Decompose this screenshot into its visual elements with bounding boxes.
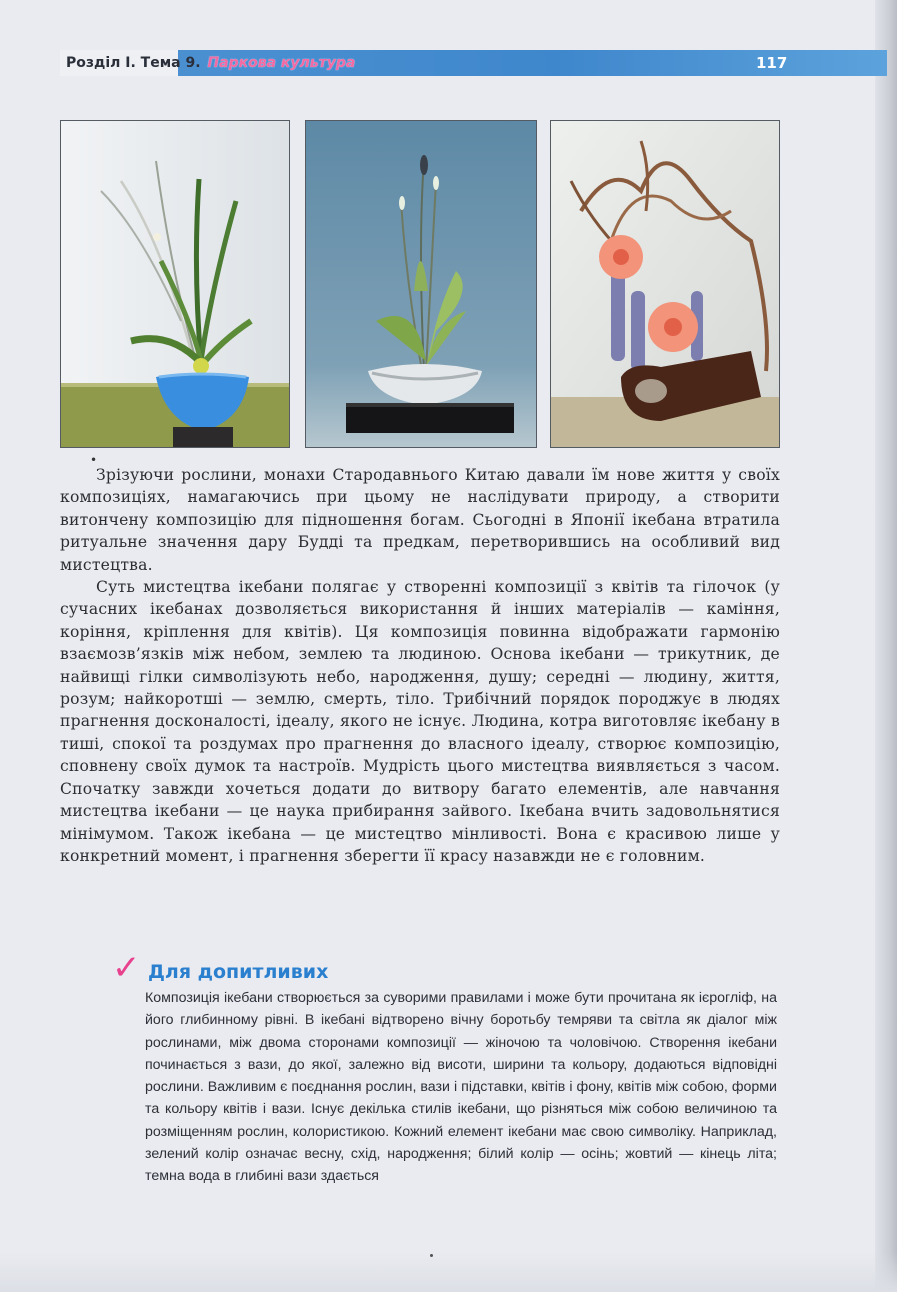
topic-title: Паркова культура: [207, 55, 356, 71]
aside-title: Для допитливих: [148, 961, 329, 983]
ikebana-photo-icon: [551, 121, 779, 447]
section-label: Розділ І. Тема 9.: [66, 55, 201, 71]
ikebana-photo-icon: [61, 121, 289, 447]
running-header: [60, 50, 887, 76]
ikebana-photo-2: [305, 120, 537, 448]
scan-mark: •: [90, 453, 98, 467]
header-text: [66, 52, 355, 74]
checkmark-icon: ✓: [112, 948, 141, 988]
page-number: 117: [756, 54, 788, 72]
aside-text: [145, 987, 777, 1188]
paragraph: Зрізуючи рослини, монахи Стародавнього Китаю давали їм нове життя у своїх композиціях, намагаючись при цьому не наслідувати природу, а створити витончену композицію для підношення богам. Сьогодні в Японії ікебана втратила ритуальне значення дару Будді та предкам, перетворившись на особливий вид мистецтва.: [60, 466, 780, 574]
ikebana-photo-icon: [306, 121, 536, 447]
page-bottom-shadow: [0, 1252, 897, 1292]
aside-paragraph: Композиція ікебани створюється за суворими правилами і може бути прочитана як ієрогліф, на його глибинному рівні. В ікебані відтворено вічну боротьбу темряви та світла як діалог між рослинами, між двома сторонами композиції — жіночою та чоловічою. Створення ікебани починається з вази, до якої, залежно від висоти, ширини та кольору, додаються відповідні рослини. Важливим є поєднання рослин, вази і підставки, квітів і фону, квітів між собою, форми та кольору квітів і вази. Існує декілька стилів ікебани, що різняться між собою величиною та розміщенням рослин, колористикою. Кожний елемент ікебани має свою символіку. Наприклад, зелений колір означає весну, схід, народження; білий колір — осінь; жовтий — кінець літа; темна вода в глибині вази здається: [145, 990, 777, 1185]
main-body-text: [60, 464, 780, 867]
ikebana-photo-3: [550, 120, 780, 448]
page-edge-shadow: [875, 0, 897, 1292]
ikebana-photo-1: [60, 120, 290, 448]
paragraph: Суть мистецтва ікебани полягає у створенні композиції з квітів та гілочок (у сучасних ікебанах дозволяється використання й інших матеріалів — каміння, коріння, кріплення для квітів). Ця композиція повинна відображати гармонію взаємозв’язків між небом, землею та людиною. Основа ікебани — трикутник, де найвищі гілки символізують небо, народження, душу; середні — людину, життя, розум; найкоротші — землю, смерть, тіло. Трибічний порядок породжує в людях прагнення досконалості, ідеалу, якого не існує. Людина, котра виготовляє ікебану в тиші, спокої та роздумах про прагнення до власного ідеалу, створює композицію, сповнену своїх думок та настроїв. Мудрість цього мистецтва виявляється з часом. Спочатку завжди хочеться додати до витвору багато елементів, але навчання мистецтва ікебани — це наука прибирання зайвого. Ікебана вчить задовольнятися мінімумом. Також ікебана — це мистецтво мінливості. Вона є красивою лише у конкретний момент, і прагнення зберегти її красу назавжди не є головним.: [60, 578, 780, 865]
